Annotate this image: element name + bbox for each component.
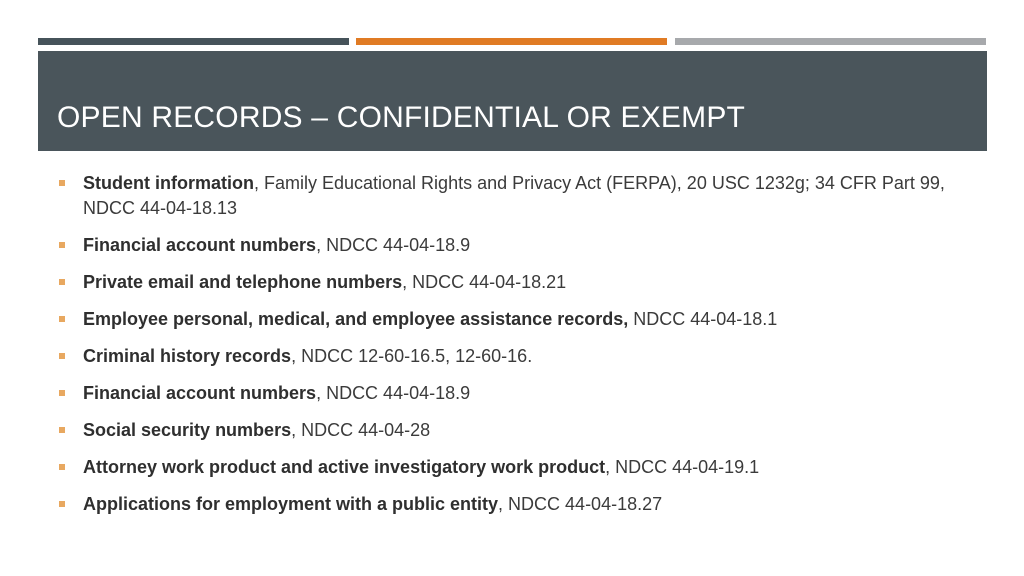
list-item [56,270,956,295]
item-term: Private email and telephone numbers [83,272,403,292]
bullet-list [56,171,956,529]
list-item [56,233,956,258]
item-detail: , NDCC 44-04-18.9 [316,235,471,255]
item-term: Financial account numbers [83,383,317,403]
item-term: Social security numbers [83,420,292,440]
item-detail: , NDCC 44-04-18.27 [498,494,663,514]
item-detail: , NDCC 12-60-16.5, 12-60-16. [291,346,533,366]
square-bullet-icon [59,316,65,322]
square-bullet-icon [59,279,65,285]
item-detail: , Family Educational Rights and Privacy Act (FERPA), 20 USC 1232g; 34 CFR Part 99, NDCC 44-04-18.13 [83,173,945,218]
list-item [56,492,956,517]
item-detail: , NDCC 44-04-18.9 [316,383,471,403]
list-item [56,381,956,406]
list-item [56,307,956,332]
square-bullet-icon [59,353,65,359]
slide-title: OPEN RECORDS – CONFIDENTIAL OR EXEMPT [57,101,746,134]
square-bullet-icon [59,390,65,396]
accent-bar-dark [38,38,349,45]
square-bullet-icon [59,501,65,507]
square-bullet-icon [59,464,65,470]
title-band [38,51,987,151]
list-item [56,344,956,369]
item-term: Criminal history records [83,346,292,366]
list-item [56,171,956,221]
item-term: Student information [83,173,254,193]
accent-bar-gray [675,38,986,45]
item-term: Attorney work product and active investigatory work product [83,457,606,477]
square-bullet-icon [59,180,65,186]
square-bullet-icon [59,242,65,248]
item-detail: , NDCC 44-04-19.1 [605,457,760,477]
item-detail: , NDCC 44-04-28 [291,420,431,440]
item-term: Applications for employment with a public entity [83,494,499,514]
square-bullet-icon [59,427,65,433]
item-term: Financial account numbers [83,235,317,255]
item-detail: , NDCC 44-04-18.21 [402,272,567,292]
item-detail: NDCC 44-04-18.1 [628,309,778,329]
item-term: Employee personal, medical, and employee assistance records, [83,309,629,329]
accent-bar-orange [356,38,667,45]
list-item [56,418,956,443]
list-item [56,455,956,480]
